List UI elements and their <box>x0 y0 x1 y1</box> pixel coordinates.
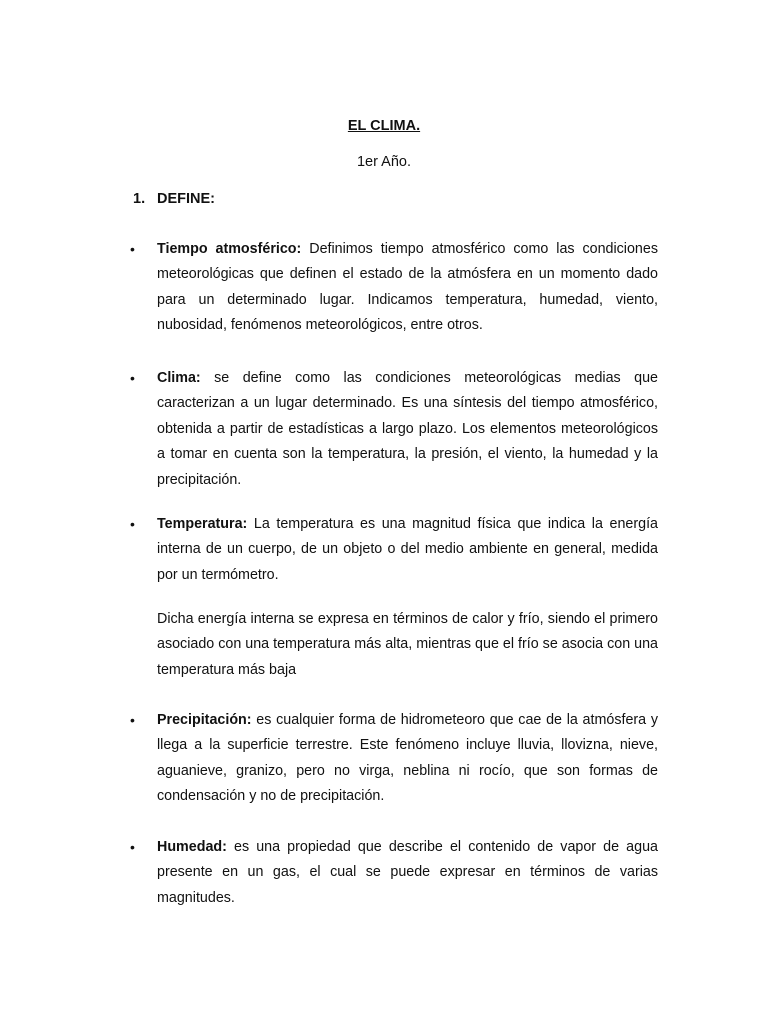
definition-term: Temperatura: <box>157 516 248 532</box>
definition-text <box>157 366 658 493</box>
section-heading <box>133 191 215 207</box>
definition-body: se define como las condiciones meteorológicas medias que caracterizan a un lugar determinado. Es una síntesis del tiempo atmosférico, obtenida a partir de estadísticas a largo plazo. Los elementos meteorológicos a tomar en cuenta son la temperatura, la presión, el viento, la humedad y la precipitación. <box>157 370 658 488</box>
bullet-icon: • <box>130 516 135 532</box>
definition-term: Clima: <box>157 370 201 386</box>
section-heading-text: DEFINE: <box>157 191 215 207</box>
section-number: 1. <box>133 191 146 207</box>
bullet-icon: • <box>130 839 135 855</box>
document-subtitle: 1er Año. <box>356 154 411 170</box>
bullet-icon: • <box>130 370 135 386</box>
definition-text <box>157 237 658 339</box>
definition-term: Precipitación: <box>157 712 252 728</box>
definition-term: Tiempo atmosférico: <box>157 241 302 257</box>
definition-body: es cualquier forma de hidrometeoro que cae de la atmósfera y llega a la superficie terrestre. Este fenómeno incluye lluvia, llovizna, nieve, aguanieve, granizo, pero no virga, neblina ni rocío, que son formas de condensación y no de precipitación. <box>157 712 658 805</box>
definition-extra-paragraph: Dicha energía interna se expresa en términos de calor y frío, siendo el primero asociado con una temperatura más alta, mientras que el frío se asocia con una temperatura más baja <box>157 611 658 678</box>
definition-text <box>157 512 658 588</box>
document-title: EL CLIMA. <box>347 118 421 134</box>
definition-body: Definimos tiempo atmosférico como las condiciones meteorológicas que definen el estado de la atmósfera en un momento dado para un determinado lugar. Indicamos temperatura, humedad, viento, nubosidad, fenómenos meteorológicos, entre otros. <box>157 241 658 334</box>
definition-text <box>157 708 658 810</box>
definition-term: Humedad: <box>157 839 227 855</box>
definition-body: es una propiedad que describe el contenido de vapor de agua presente en un gas, el cual se puede expresar en términos de varias magnitudes. <box>157 839 658 906</box>
definition-text <box>157 835 658 911</box>
bullet-icon: • <box>130 712 135 728</box>
bullet-icon: • <box>130 241 135 257</box>
definition-body: La temperatura es una magnitud física que indica la energía interna de un cuerpo, de un objeto o del medio ambiente en general, medida por un termómetro. <box>157 516 658 583</box>
